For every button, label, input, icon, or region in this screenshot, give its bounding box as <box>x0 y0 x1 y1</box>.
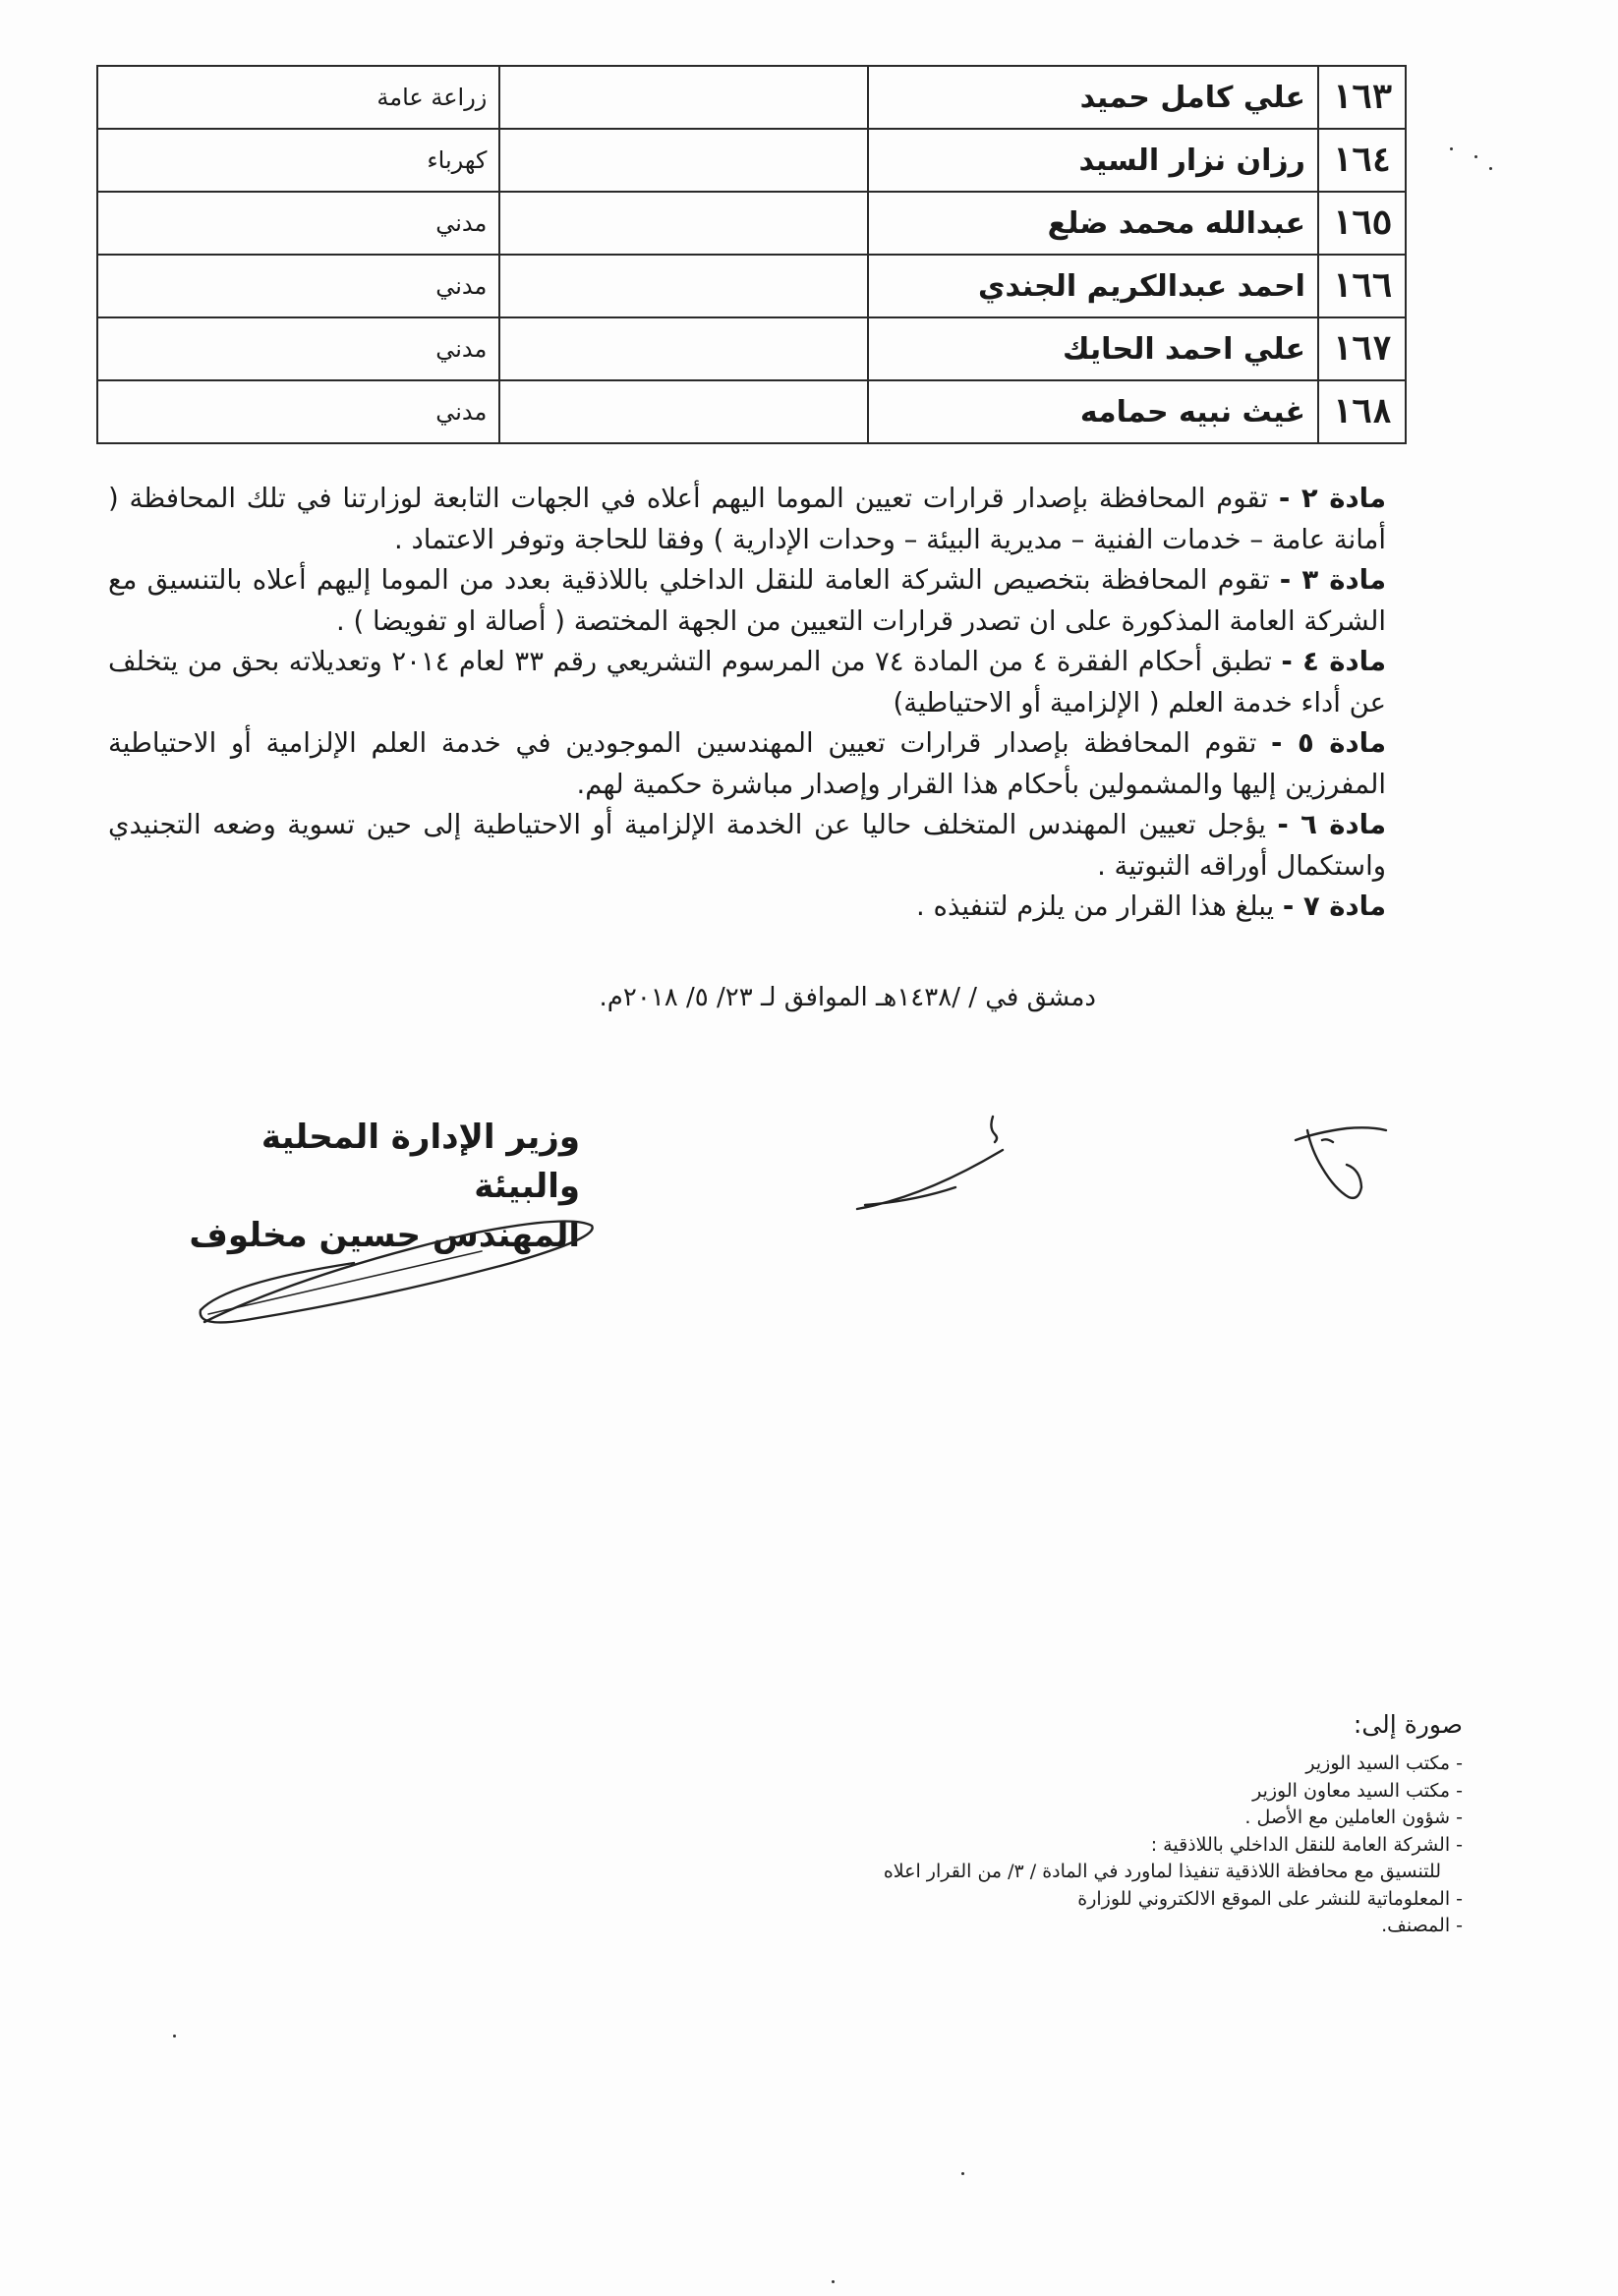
articles-section <box>108 479 1386 928</box>
article <box>108 805 1386 887</box>
middle-signature <box>845 1109 1022 1217</box>
empty-cell <box>499 380 867 443</box>
article-label: مادة ٥ - <box>1271 727 1386 759</box>
article-text: تطبق أحكام الفقرة ٤ من المادة ٧٤ من المرسوم التشريعي رقم ٣٣ لعام ٢٠١٤ وتعديلاته بحق من يتخلف عن أداء خدمة العلم ( الإلزامية أو الاحتياطية) <box>108 646 1386 718</box>
specialization: زراعة عامة <box>97 66 499 129</box>
minister-name: المهندس حسين مخلوف <box>189 1216 580 1255</box>
cc-item: - شؤون العاملين مع الأصل . <box>1244 1807 1463 1828</box>
empty-cell <box>499 129 867 192</box>
specialization: مدني <box>97 317 499 380</box>
names-table <box>96 65 1407 444</box>
row-number: ١٦٧ <box>1318 317 1406 380</box>
scan-speck <box>1474 155 1477 158</box>
table-row <box>97 380 1406 443</box>
article-text: يبلغ هذا القرار من يلزم لتنفيذه . <box>916 890 1283 922</box>
specialization: كهرباء <box>97 129 499 192</box>
employee-name: علي كامل حميد <box>868 66 1318 129</box>
scan-speck <box>961 2172 964 2175</box>
scan-speck <box>1489 167 1492 170</box>
cc-item: - الشركة العامة للنقل الداخلي باللاذقية : <box>1150 1833 1463 1856</box>
empty-cell <box>499 66 867 129</box>
article-label: مادة ٦ - <box>1277 809 1386 840</box>
row-number: ١٦٦ <box>1318 255 1406 317</box>
empty-cell <box>499 317 867 380</box>
copies-to-title: صورة إلى: <box>1353 1710 1463 1739</box>
article-label: مادة ٤ - <box>1281 646 1386 677</box>
article <box>108 887 1386 928</box>
scan-speck <box>173 2035 176 2038</box>
row-number: ١٦٤ <box>1318 129 1406 192</box>
article <box>108 723 1386 805</box>
employee-name: غيث نبيه حمامه <box>868 380 1318 443</box>
specialization: مدني <box>97 380 499 443</box>
row-number: ١٦٥ <box>1318 192 1406 255</box>
cc-item: - المعلوماتية للنشر على الموقع الالكتروني للوزارة <box>1077 1887 1463 1910</box>
employee-name: عبدالله محمد ضلع <box>868 192 1318 255</box>
specialization: مدني <box>97 255 499 317</box>
employee-name: علي احمد الحايك <box>868 317 1318 380</box>
cc-item: للتنسيق مع محافظة اللاذقية تنفيذا لماورد في المادة / ٣/ من القرار اعلاه <box>883 1861 1441 1882</box>
article-text: تقوم المحافظة بتخصيص الشركة العامة للنقل الداخلي باللاذقية بعدد من الموما إليهم أعلاه بالتنسيق مع الشركة العامة المذكورة على ان تصدر قرارات التعيين من الجهة المختصة ( أصالة او تفويضا ) . <box>108 564 1386 637</box>
table-row <box>97 66 1406 129</box>
initials-signature <box>1288 1111 1396 1204</box>
article-text: يؤجل تعيين المهندس المتخلف حاليا عن الخدمة الإلزامية أو الاحتياطية إلى حين تسوية وضعه التجنيدي واستكمال أوراقه الثبوتية . <box>108 809 1386 882</box>
employee-name: رزان نزار السيد <box>868 129 1318 192</box>
article-text: تقوم المحافظة بإصدار قرارات تعيين المهندسين الموجودين في خدمة العلم الإلزامية أو الاحتياطية المفرزين إليها والمشمولين بأحكام هذا القرار وإصدار مباشرة حكمية لهم. <box>108 727 1386 800</box>
article-label: مادة ٧ - <box>1282 890 1386 922</box>
article <box>108 560 1386 642</box>
copies-to-section <box>747 1705 1463 1940</box>
cc-item: - المصنف. <box>1381 1915 1463 1936</box>
scan-speck <box>832 2280 835 2283</box>
minister-signature <box>187 1204 609 1332</box>
cc-item: - مكتب السيد الوزير <box>1305 1752 1463 1774</box>
article <box>108 642 1386 723</box>
cc-item: - مكتب السيد معاون الوزير <box>1252 1779 1463 1802</box>
article-label: مادة ٢ - <box>1278 483 1386 514</box>
article-text: تقوم المحافظة بإصدار قرارات تعيين الموما اليهم أعلاه في الجهات التابعة لوزارتنا في تلك المحافظة ( أمانة عامة – خدمات الفنية – مديرية البيئة – وحدات الإدارية ) وفقا للحاجة وتوفر الاعتماد . <box>108 483 1386 555</box>
article <box>108 479 1386 560</box>
date-line: دمشق في / /١٤٣٨هـ الموافق لـ ٢٣/ ٥/ ٢٠١٨م. <box>599 983 1096 1012</box>
row-number: ١٦٣ <box>1318 66 1406 129</box>
empty-cell <box>499 192 867 255</box>
specialization: مدني <box>97 192 499 255</box>
minister-title: وزير الإدارة المحلية والبيئة <box>260 1118 580 1206</box>
article-label: مادة ٣ - <box>1279 564 1386 596</box>
table-row <box>97 129 1406 192</box>
scan-speck <box>1450 147 1453 150</box>
row-number: ١٦٨ <box>1318 380 1406 443</box>
table-row <box>97 317 1406 380</box>
employee-name: احمد عبدالكريم الجندي <box>868 255 1318 317</box>
empty-cell <box>499 255 867 317</box>
table-row <box>97 192 1406 255</box>
table-row <box>97 255 1406 317</box>
